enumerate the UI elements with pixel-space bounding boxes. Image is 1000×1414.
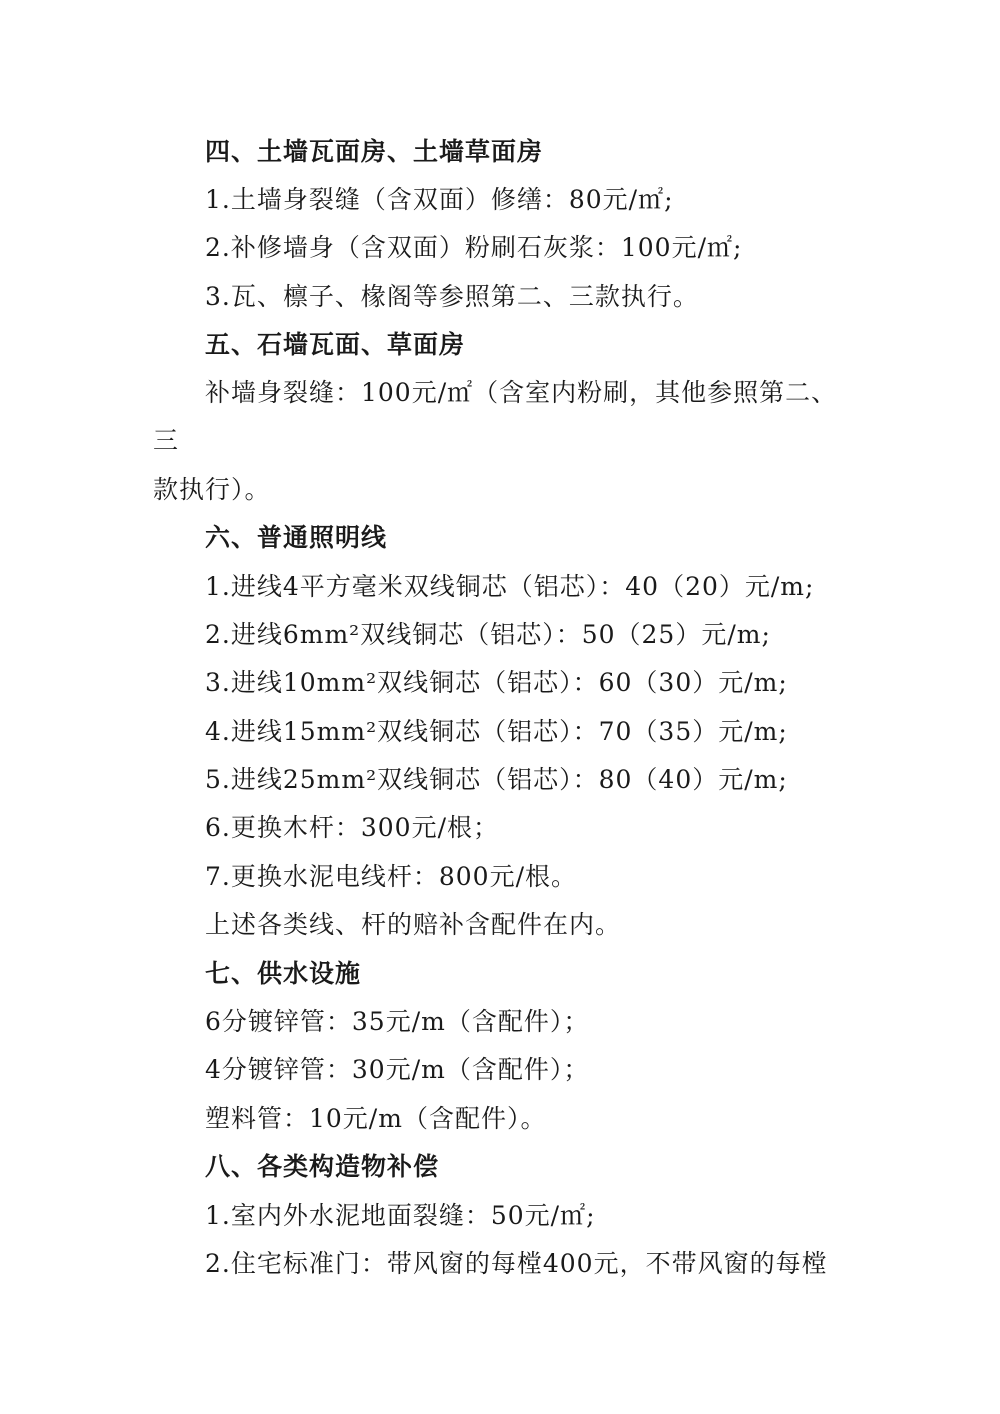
section-6-heading: 六、普通照明线 [205,523,388,552]
section-4-heading: 四、土墙瓦面房、土墙草面房 [205,137,544,166]
section-5-heading: 五、石墙瓦面、草面房 [205,330,466,359]
section-8-item-1: 1.室内外水泥地面裂缝：50元/㎡; [205,1201,596,1230]
section-4-item-3: 3.瓦、檩子、椽阁等参照第二、三款执行。 [205,282,699,311]
section-7-item-3: 塑料管：10元/m（含配件）。 [205,1104,547,1133]
section-6-item-2: 2.进线6mm²双线铜芯（铝芯）：50（25）元/m; [205,620,771,649]
section-6-item-5: 5.进线25mm²双线铜芯（铝芯）：80（40）元/m; [205,765,788,794]
section-5-line-1: 补墙身裂缝：100元/㎡（含室内粉刷，其他参照第二、 [205,378,838,407]
section-5-line-2: 三 [153,426,180,455]
section-4-item-2: 2.补修墙身（含双面）粉刷石灰浆：100元/㎡; [205,233,743,262]
section-5-line-3: 款执行）。 [153,475,271,504]
section-6-item-3: 3.进线10mm²双线铜芯（铝芯）：60（30）元/m; [205,668,788,697]
section-4-item-1: 1.土墙身裂缝（含双面）修缮：80元/㎡; [205,185,674,214]
section-6-item-6: 6.更换木杆：300元/根； [205,813,499,842]
section-6-item-1: 1.进线4平方毫米双线铜芯（铝芯）：40（20）元/m; [205,572,815,601]
section-6-item-4: 4.进线15mm²双线铜芯（铝芯）：70（35）元/m; [205,717,788,746]
section-7-item-1: 6分镀锌管：35元/m（含配件）； [205,1007,590,1036]
section-6-item-7: 7.更换水泥电线杆：800元/根。 [205,862,577,891]
section-8-heading: 八、各类构造物补偿 [205,1152,440,1181]
section-7-item-2: 4分镀锌管：30元/m（含配件）； [205,1055,590,1084]
section-7-heading: 七、供水设施 [205,959,362,988]
section-8-item-2: 2.住宅标准门：带风窗的每樘400元，不带风窗的每樘 [205,1249,828,1278]
section-6-note: 上述各类线、杆的赔补含配件在内。 [205,910,622,939]
